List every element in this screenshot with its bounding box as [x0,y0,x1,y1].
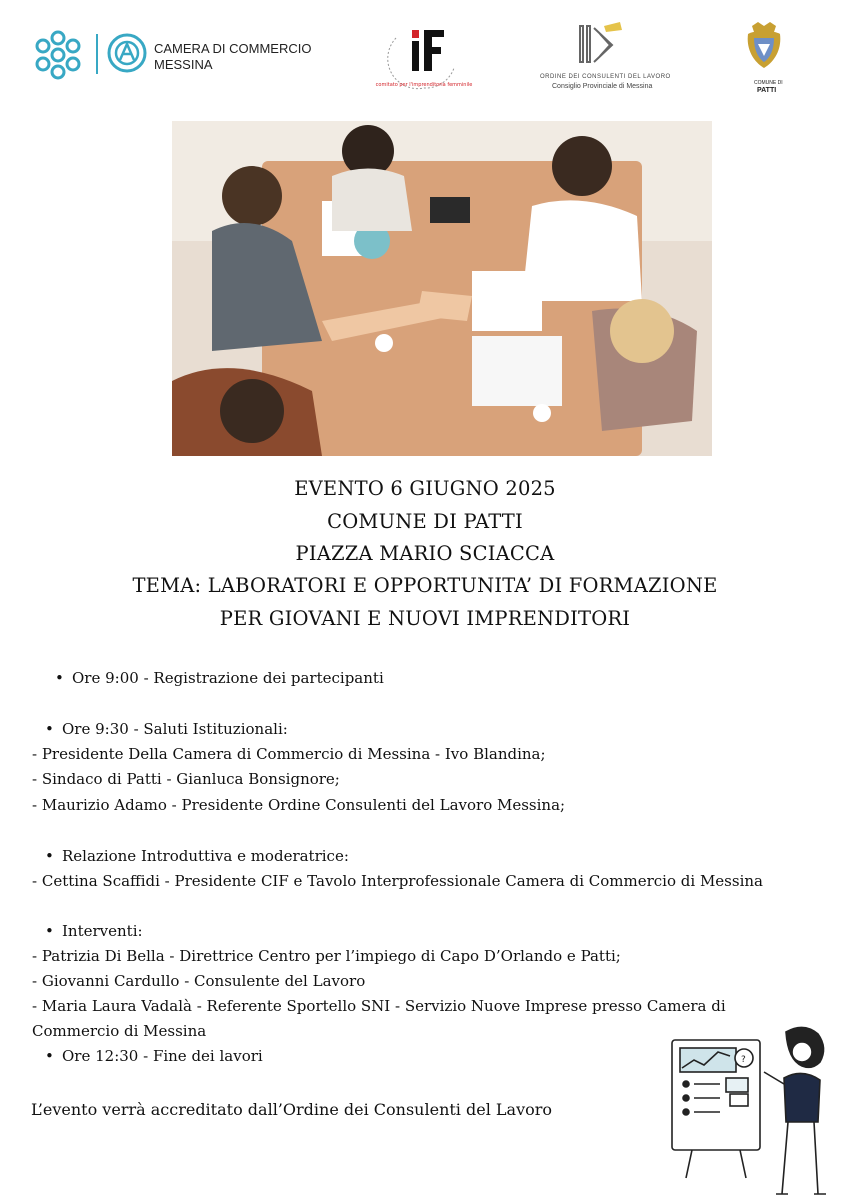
introduction-title: • Relazione Introduttiva e moderatrice: [62,845,349,867]
greetings-title: • Ore 9:30 - Saluti Istituzionali: [62,718,288,740]
svg-text:?: ? [741,1055,746,1065]
team-hands-photo [172,121,712,456]
camera-name-line1: CAMERA DI COMMERCIO [154,41,312,56]
event-theme-heading: TEMA: LABORATORI E OPPORTUNITA’ DI FORMAZIONE [132,574,718,597]
event-square-heading: PIAZZA MARIO SCIACCA [295,542,555,565]
accreditation-note: L’evento verrà accreditato dall’Ordine dei Consulenti del Lavoro [31,1100,553,1119]
if-logo-icon [375,22,473,92]
camera-name-line2: MESSINA [154,57,213,72]
comune-patti-crest-icon [744,20,784,72]
ordine-subtitle: Consiglio Provinciale di Messina [552,83,653,90]
speeches-title: • Interventi: [62,920,143,942]
comune-name: PATTI [757,87,777,94]
greetings-line: - Sindaco di Patti - Gianluca Bonsignore; [32,770,340,788]
registration-item: • Ore 9:00 - Registrazione dei partecipanti [72,667,384,689]
camera-cdc-logo-icon [106,32,148,74]
greetings-line: - Maurizio Adamo - Presidente Ordine Consulenti del Lavoro Messina; [32,796,566,814]
closing-item: • Ore 12:30 - Fine dei lavori [62,1045,263,1067]
logo-divider [96,34,98,74]
ordine-name: ORDINE DEI CONSULENTI DEL LAVORO [540,74,671,80]
woman-chart-board-icon [668,1018,834,1200]
introduction-line: - Cettina Scaffidi - Presidente CIF e Tavolo Interprofessionale Camera di Commercio di Messina [32,872,763,890]
speech-line: - Giovanni Cardullo - Consulente del Lavoro [32,972,366,990]
event-place-heading: COMUNE DI PATTI [327,510,523,533]
event-theme-heading-continued: PER GIOVANI E NUOVI IMPRENDITORI [219,607,631,630]
camera-flower-logo-icon [30,28,86,82]
speech-line: - Maria Laura Vadalà - Referente Sportello SNI - Servizio Nuove Imprese presso Camera di [32,997,726,1015]
comune-label: COMUNE DI [754,80,783,86]
if-logo-ring-text: comitato per l'imprenditoria femminile [375,82,473,88]
speech-line: Commercio di Messina [32,1022,207,1040]
event-date-heading: EVENTO 6 GIUGNO 2025 [294,477,556,500]
greetings-line: - Presidente Della Camera di Commercio di Messina - Ivo Blandina; [32,745,546,763]
ordine-consulenti-logo-icon [574,20,624,70]
speech-line: - Patrizia Di Bella - Direttrice Centro per l’impiego di Capo D’Orlando e Patti; [32,947,621,965]
